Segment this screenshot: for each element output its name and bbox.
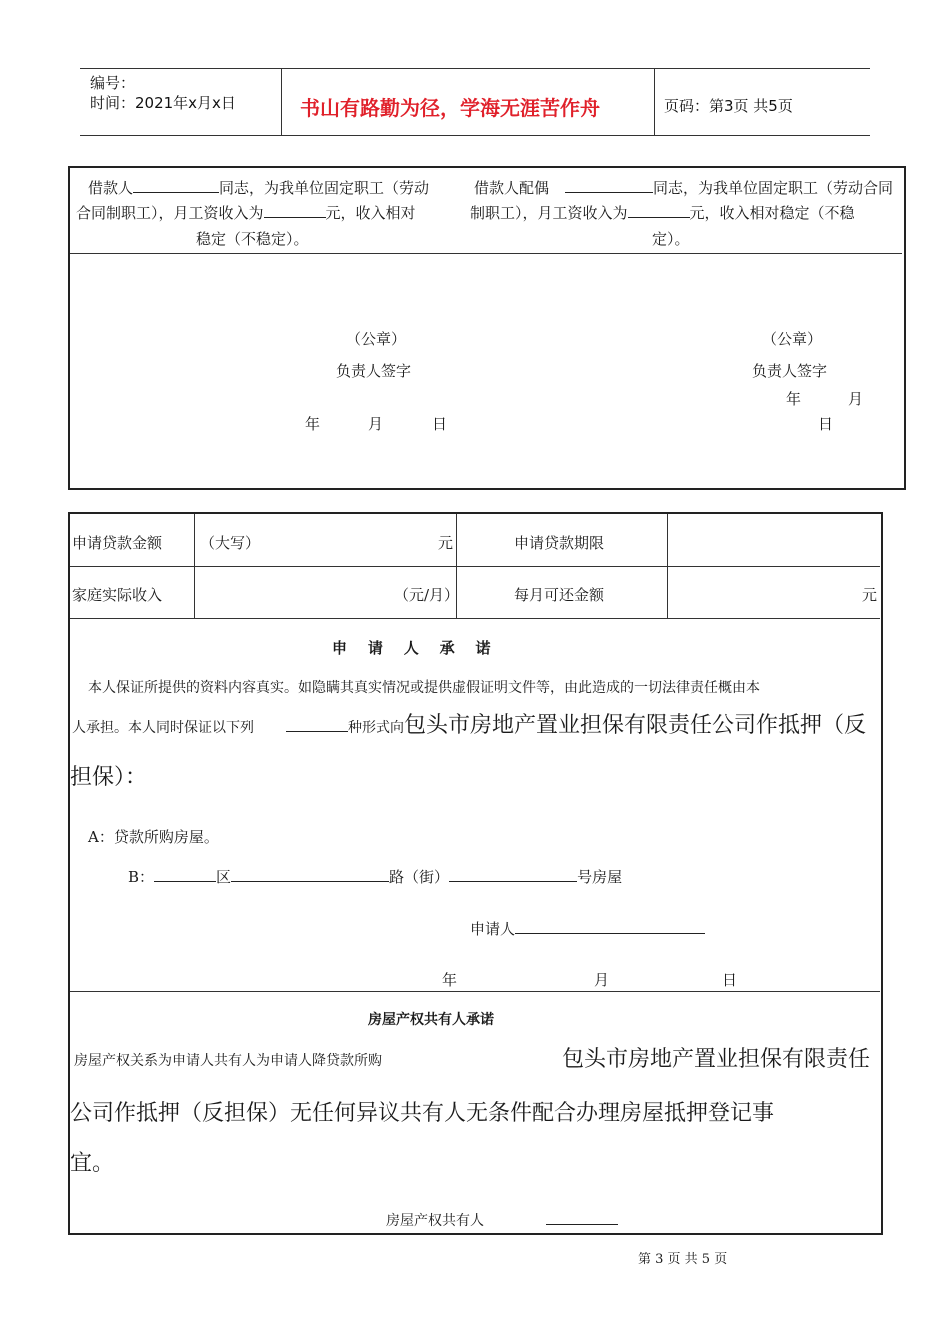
district-label: 区 <box>216 868 232 886</box>
year-right: 年 <box>786 390 802 408</box>
applicant-signature-blank[interactable] <box>515 919 705 934</box>
road-label: 路（街） <box>389 868 450 886</box>
spouse-label: 借款人配偶 <box>474 179 550 197</box>
co-owner-signature <box>386 1210 618 1230</box>
spouse-text: 同志，为我单位固定职工（劳动合同 <box>653 179 894 197</box>
borrower-stability: 稳定（不稳定）。 <box>196 230 309 248</box>
borrower-name-blank[interactable] <box>133 178 219 193</box>
monthly-repayment-label: 每月可还金额 <box>514 586 605 604</box>
house-number-blank[interactable] <box>449 867 577 882</box>
month-right: 月 <box>848 390 864 408</box>
page-indicator: 页码：第3页 共5页 <box>664 97 793 115</box>
applicant-promise-line3: 担保）： <box>70 765 148 790</box>
day-right: 日 <box>818 415 834 433</box>
loan-amount-unit: 元 <box>438 534 454 552</box>
spouse-name-blank[interactable] <box>565 178 653 193</box>
borrower-statement-line2 <box>76 202 416 223</box>
applicant-year: 年 <box>442 971 458 989</box>
table-col1 <box>194 514 195 618</box>
signature-right-label: 负责人签字 <box>752 362 828 380</box>
spouse-statement <box>474 177 893 198</box>
seal-left: （公章） <box>346 330 407 348</box>
spouse-salary-blank[interactable] <box>628 203 690 218</box>
loan-term-label: 申请贷款期限 <box>514 534 605 552</box>
table-row2-bottom <box>70 618 880 619</box>
applicant-month: 月 <box>594 971 610 989</box>
seal-right: （公章） <box>762 330 823 348</box>
applicant-day: 日 <box>722 971 738 989</box>
borrower-label: 借款人 <box>88 179 134 197</box>
collateral-form-blank[interactable] <box>286 717 348 732</box>
promise-line2-start: 人承担。本人同时保证以下列 <box>72 720 254 736</box>
applicant-signature <box>470 918 705 939</box>
option-b <box>128 866 622 887</box>
loan-amount-label: 申请贷款金额 <box>72 534 163 552</box>
document-date: 时间：2021年x月x日 <box>90 94 236 112</box>
co-owner-promise-title: 房屋产权共有人承诺 <box>368 1012 494 1028</box>
year-left: 年 <box>305 415 321 433</box>
applicant-promise-title: 申 请 人 承 诺 <box>332 639 491 657</box>
header-divider-right <box>654 68 655 136</box>
spouse-stability: 定）。 <box>652 230 690 248</box>
table-col3 <box>667 514 668 618</box>
family-income-label: 家庭实际收入 <box>72 586 163 604</box>
month-left: 月 <box>368 415 384 433</box>
house-label: 号房屋 <box>577 868 623 886</box>
footer-page-number: 第 3 页 共 5 页 <box>638 1252 728 1267</box>
loan-amount-hint: （大写） <box>200 534 261 552</box>
borrower-salary-label: 合同制职工），月工资收入为 <box>76 204 264 222</box>
applicant-promise-line1: 本人保证所提供的资料内容真实。如隐瞒其真实情况或提供虚假证明文件等，由此造成的一切法律责任概由本 <box>88 680 760 696</box>
road-blank[interactable] <box>231 867 389 882</box>
header-bottom-rule <box>80 135 870 136</box>
borrower-salary-blank[interactable] <box>264 203 326 218</box>
table-row1-bottom <box>70 566 880 567</box>
header-top-rule <box>80 68 870 69</box>
co-owner-signature-blank[interactable] <box>546 1210 618 1225</box>
day-left: 日 <box>432 415 448 433</box>
promise-line2-end: 包头市房地产置业担保有限责任公司作抵押（反 <box>404 713 867 738</box>
borrower-salary-text: 元，收入相对 <box>325 204 416 222</box>
co-owner-promise-line1a: 房屋产权关系为申请人共有人为申请人降贷款所购 <box>74 1053 382 1069</box>
monthly-repayment-unit: 元 <box>862 586 878 604</box>
co-owner-promise-line3: 宜。 <box>70 1151 115 1176</box>
header-divider-left <box>281 68 282 136</box>
co-owner-label: 房屋产权共有人 <box>386 1213 484 1229</box>
co-owner-promise-line2: 公司作抵押（反担保）无任何异议共有人无条件配合办理房屋抵押登记事 <box>70 1101 775 1126</box>
family-income-unit: （元/月） <box>394 586 460 604</box>
employer-box-divider <box>70 253 902 254</box>
applicant-label: 申请人 <box>470 920 516 938</box>
spouse-statement-line2 <box>470 202 855 223</box>
option-a: A：贷款所购房屋。 <box>88 828 219 846</box>
loan-term-field[interactable] <box>672 520 874 560</box>
borrower-text: 同志，为我单位固定职工（劳动 <box>219 179 430 197</box>
spouse-salary-label: 制职工），月工资收入为 <box>470 204 628 222</box>
applicant-promise-line2 <box>72 708 866 739</box>
district-blank[interactable] <box>154 867 216 882</box>
co-owner-divider <box>70 991 880 992</box>
signature-left-label: 负责人签字 <box>336 362 412 380</box>
borrower-statement <box>88 177 429 198</box>
spouse-salary-text: 元，收入相对稳定（不稳 <box>689 204 855 222</box>
option-b-label: B： <box>128 868 155 886</box>
promise-line2-mid: 种形式向 <box>348 720 404 736</box>
document-number-label: 编号： <box>90 74 136 92</box>
co-owner-promise-line1b: 包头市房地产置业担保有限责任 <box>562 1047 871 1072</box>
header-motto: 书山有路勤为径，学海无涯苦作舟 <box>300 96 600 120</box>
